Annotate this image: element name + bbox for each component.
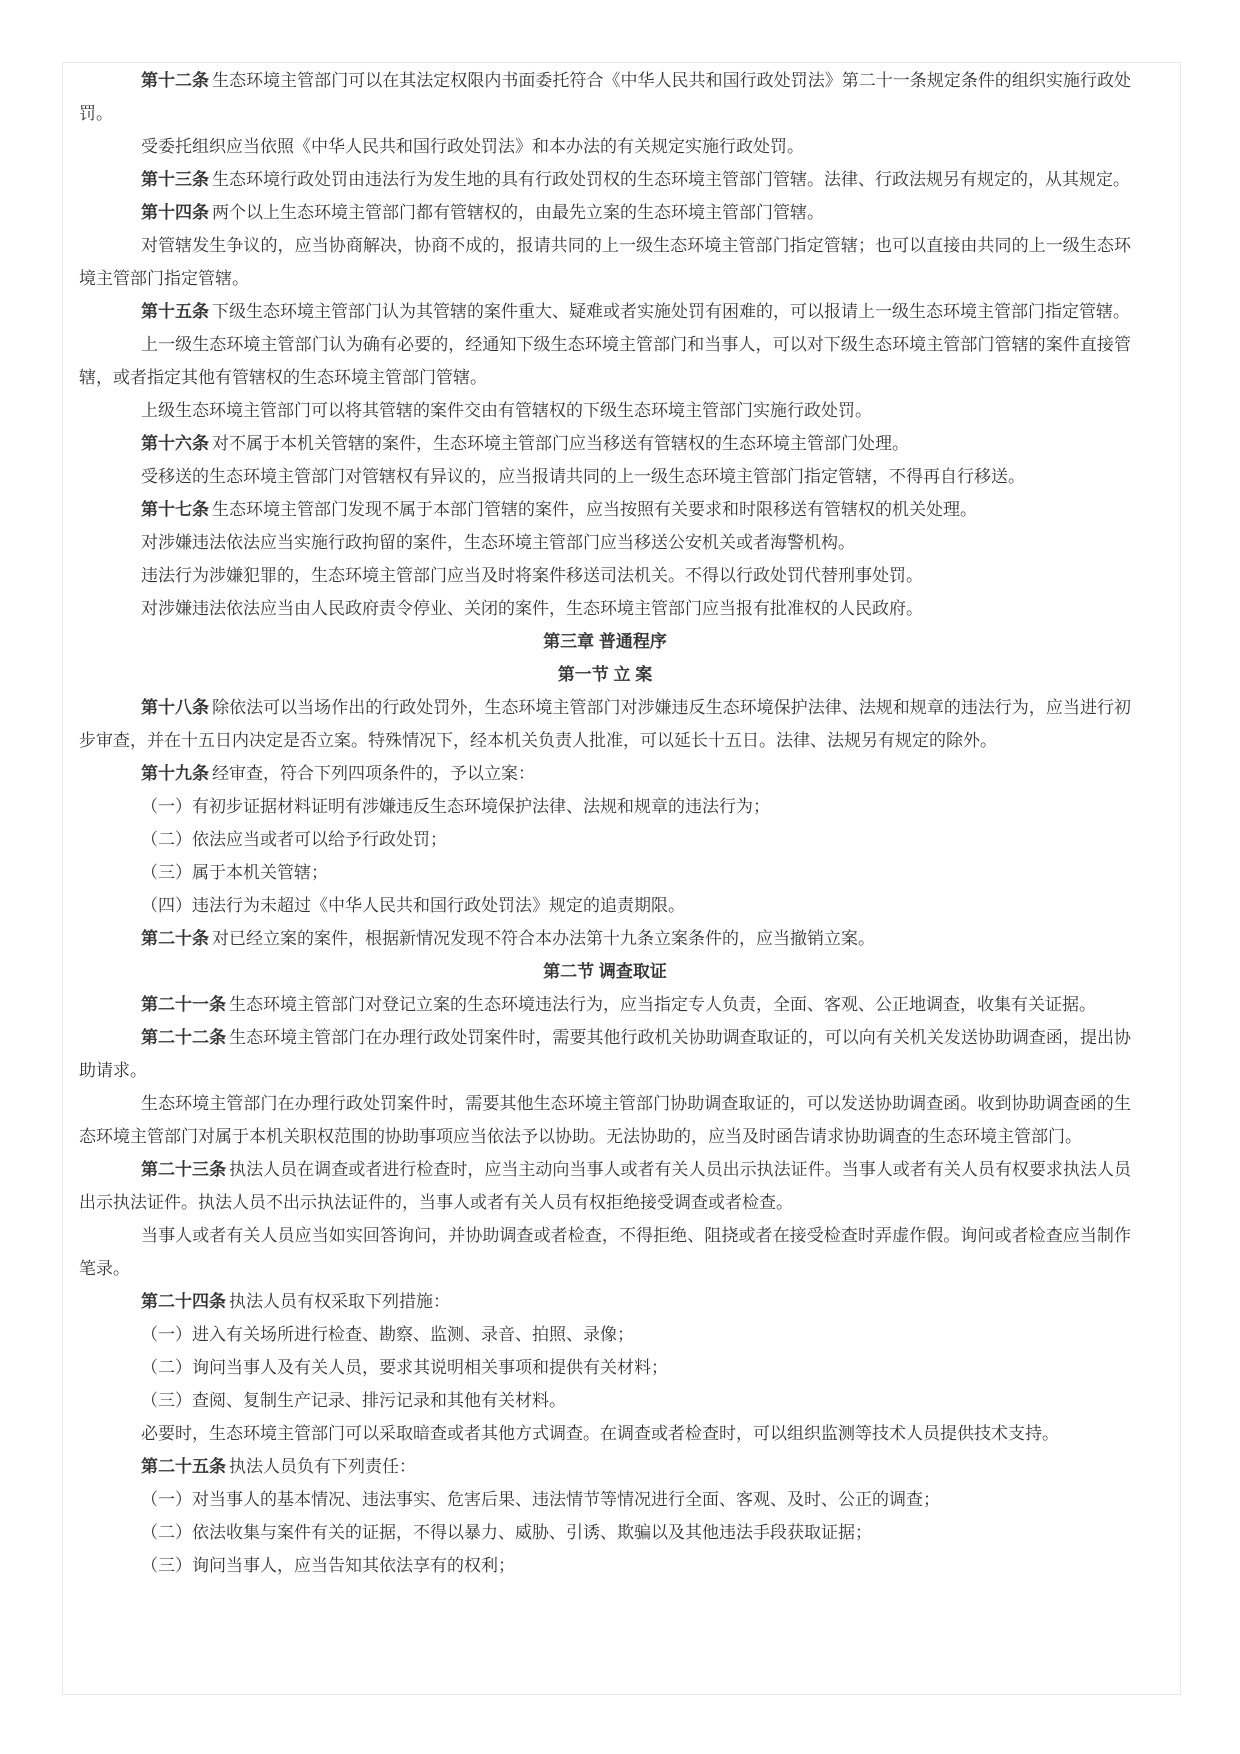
body-paragraph: 对涉嫌违法依法应当实施行政拘留的案件，生态环境主管部门应当移送公安机关或者海警机构。 (141, 533, 855, 552)
body-paragraph: 生态环境主管部门在办理行政处罚案件时，需要其他生态环境主管部门协助调查取证的，可以发送协助调查函。收到协助调查函的生态环境主管部门对属于本机关职权范围的协助事项应当依法予以协助。无法协助的，应当及时函告请求协助调查的生态环境主管部门。 (79, 1094, 1131, 1146)
body-paragraph: 违法行为涉嫌犯罪的，生态环境主管部门应当及时将案件移送司法机关。不得以行政处罚代替刑事处罚。 (141, 566, 923, 585)
list-item-paragraph: （三）属于本机关管辖； (141, 863, 328, 882)
article-paragraph (79, 922, 1131, 955)
article-number: 第十五条 (141, 302, 209, 321)
list-item-paragraph: （二）依法应当或者可以给予行政处罚； (141, 830, 447, 849)
article-number: 第二十一条 (141, 995, 226, 1014)
article-number: 第二十二条 (141, 1028, 227, 1047)
article-paragraph (79, 163, 1131, 196)
article-paragraph (79, 1285, 1131, 1318)
body-paragraph: 上一级生态环境主管部门认为确有必要的，经通知下级生态环境主管部门和当事人，可以对下级生态环境主管部门管辖的案件直接管辖，或者指定其他有管辖权的生态环境主管部门管辖。 (79, 335, 1131, 387)
section-heading: 第二节 调查取证 (543, 962, 667, 981)
article-number: 第十六条 (141, 434, 209, 453)
article-paragraph (79, 757, 1131, 790)
list-item-paragraph: （三）查阅、复制生产记录、排污记录和其他有关材料。 (141, 1391, 566, 1410)
article-text: 两个以上生态环境主管部门都有管辖权的，由最先立案的生态环境主管部门管辖。 (212, 203, 824, 222)
section-heading: 第一节 立 案 (557, 665, 653, 684)
body-paragraph: 上级生态环境主管部门可以将其管辖的案件交由有管辖权的下级生态环境主管部门实施行政处罚。 (141, 401, 872, 420)
article-number: 第十八条 (141, 698, 210, 717)
article-paragraph (79, 1450, 1131, 1483)
body-paragraph: 对管辖发生争议的，应当协商解决，协商不成的，报请共同的上一级生态环境主管部门指定管辖；也可以直接由共同的上一级生态环境主管部门指定管辖。 (79, 236, 1131, 288)
article-number: 第十九条 (141, 764, 209, 783)
article-text: 生态环境主管部门发现不属于本部门管辖的案件，应当按照有关要求和时限移送有管辖权的机关处理。 (212, 500, 977, 519)
list-item-paragraph: （三）询问当事人，应当告知其依法享有的权利； (141, 1556, 515, 1575)
article-paragraph (79, 196, 1131, 229)
article-text: 除依法可以当场作出的行政处罚外，生态环境主管部门对涉嫌违反生态环境保护法律、法规和规章的违法行为，应当进行初步审查，并在十五日内决定是否立案。特殊情况下，经本机关负责人批准，可以延长十五日。法律、法规另有规定的除外。 (79, 698, 1132, 750)
article-text: 生态环境主管部门对登记立案的生态环境违法行为，应当指定专人负责，全面、客观、公正地调查，收集有关证据。 (229, 995, 1096, 1014)
article-text: 对已经立案的案件，根据新情况发现不符合本办法第十九条立案条件的，应当撤销立案。 (212, 929, 875, 948)
article-paragraph (79, 691, 1131, 757)
article-number: 第十七条 (141, 500, 209, 519)
article-paragraph (79, 493, 1131, 526)
article-text: 生态环境主管部门可以在其法定权限内书面委托符合《中华人民共和国行政处罚法》第二十一条规定条件的组织实施行政处罚。 (79, 71, 1132, 123)
list-item-paragraph: （一）对当事人的基本情况、违法事实、危害后果、违法情节等情况进行全面、客观、及时、公正的调查； (141, 1490, 940, 1509)
article-paragraph (79, 427, 1131, 460)
article-text: 执法人员在调查或者进行检查时，应当主动向当事人或者有关人员出示执法证件。当事人或者有关人员有权要求执法人员出示执法证件。执法人员不出示执法证件的，当事人或者有关人员有权拒绝接受调查或者检查。 (79, 1160, 1132, 1212)
body-paragraph: 受委托组织应当依照《中华人民共和国行政处罚法》和本办法的有关规定实施行政处罚。 (141, 137, 804, 156)
article-number: 第十二条 (141, 71, 210, 90)
article-text: 执法人员有权采取下列措施： (229, 1292, 450, 1311)
article-text: 生态环境主管部门在办理行政处罚案件时，需要其他行政机关协助调查取证的，可以向有关机关发送协助调查函，提出协助请求。 (79, 1028, 1132, 1080)
body-paragraph: 受移送的生态环境主管部门对管辖权有异议的，应当报请共同的上一级生态环境主管部门指定管辖，不得再自行移送。 (141, 467, 1025, 486)
article-paragraph (79, 295, 1131, 328)
body-paragraph: 必要时，生态环境主管部门可以采取暗查或者其他方式调查。在调查或者检查时，可以组织监测等技术人员提供技术支持。 (141, 1424, 1059, 1443)
article-number: 第二十条 (141, 929, 209, 948)
document-body (63, 63, 1180, 1694)
article-text: 经审查，符合下列四项条件的，予以立案： (212, 764, 535, 783)
article-number: 第十三条 (141, 170, 209, 189)
article-text: 对不属于本机关管辖的案件，生态环境主管部门应当移送有管辖权的生态环境主管部门处理。 (212, 434, 909, 453)
list-item-paragraph: （一）有初步证据材料证明有涉嫌违反生态环境保护法律、法规和规章的违法行为； (141, 797, 770, 816)
article-paragraph (79, 64, 1131, 130)
article-paragraph (79, 1153, 1131, 1219)
article-number: 第二十五条 (141, 1457, 226, 1476)
list-item-paragraph: （一）进入有关场所进行检查、勘察、监测、录音、拍照、录像； (141, 1325, 634, 1344)
chapter-heading: 第三章 普通程序 (543, 632, 667, 651)
article-number: 第二十三条 (141, 1160, 227, 1179)
document-page (62, 62, 1181, 1695)
article-paragraph (79, 988, 1131, 1021)
article-number: 第二十四条 (141, 1292, 226, 1311)
list-item-paragraph: （二）询问当事人及有关人员，要求其说明相关事项和提供有关材料； (141, 1358, 668, 1377)
article-number: 第十四条 (141, 203, 209, 222)
list-item-paragraph: （四）违法行为未超过《中华人民共和国行政处罚法》规定的追责期限。 (141, 896, 685, 915)
body-paragraph: 当事人或者有关人员应当如实回答询问，并协助调查或者检查，不得拒绝、阻挠或者在接受检查时弄虚作假。询问或者检查应当制作笔录。 (79, 1226, 1131, 1278)
article-text: 执法人员负有下列责任： (229, 1457, 416, 1476)
list-item-paragraph: （二）依法收集与案件有关的证据，不得以暴力、威胁、引诱、欺骗以及其他违法手段获取证据； (141, 1523, 872, 1542)
article-paragraph (79, 1021, 1131, 1087)
article-text: 生态环境行政处罚由违法行为发生地的具有行政处罚权的生态环境主管部门管辖。法律、行政法规另有规定的，从其规定。 (212, 170, 1130, 189)
body-paragraph: 对涉嫌违法依法应当由人民政府责令停业、关闭的案件，生态环境主管部门应当报有批准权的人民政府。 (141, 599, 923, 618)
article-text: 下级生态环境主管部门认为其管辖的案件重大、疑难或者实施处罚有困难的，可以报请上一级生态环境主管部门指定管辖。 (212, 302, 1130, 321)
